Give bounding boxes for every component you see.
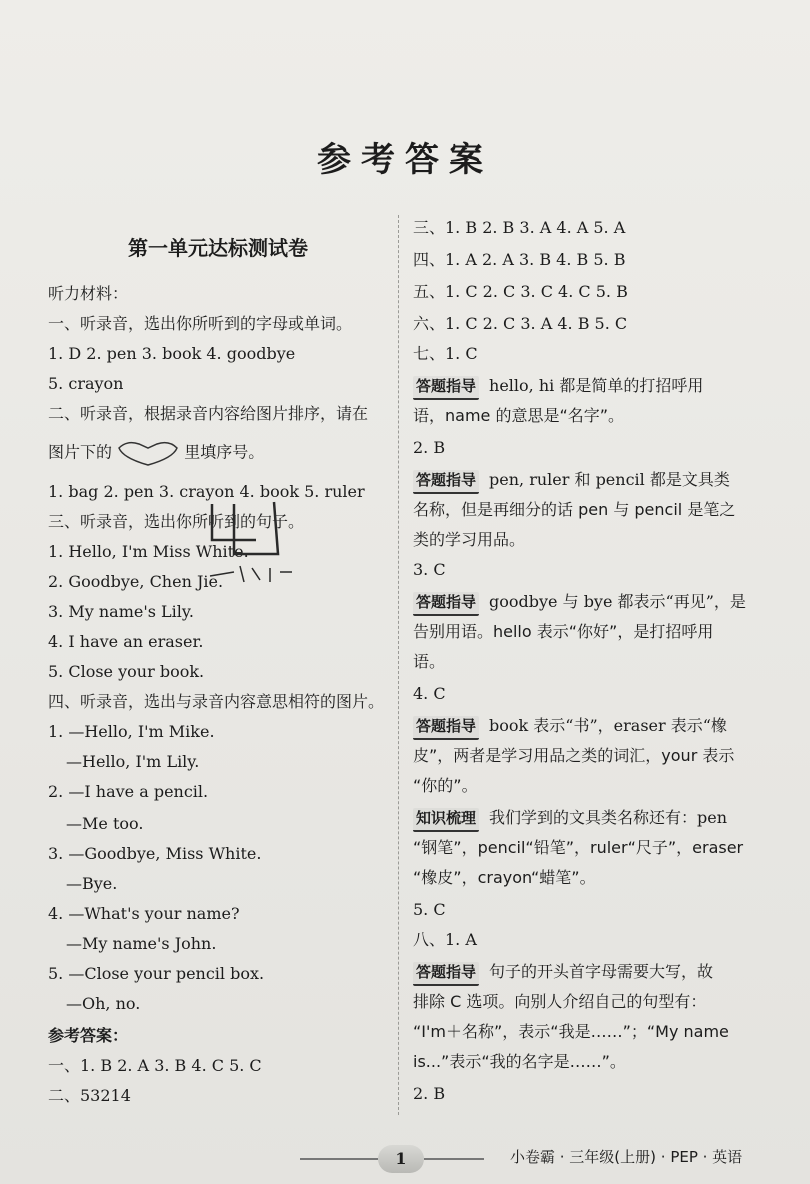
text-line: 八、1. A [413, 930, 477, 949]
text-line: “橡皮”，crayon“蜡笔”。 [413, 868, 596, 887]
text-line: 4. I have an eraser. [48, 632, 204, 651]
text-line: 类的学习用品。 [413, 530, 526, 549]
text-line: —Bye. [66, 874, 118, 893]
guide-block [413, 592, 746, 616]
guide-block [413, 962, 713, 986]
answer-guide-tag: 答题指导 [413, 470, 479, 494]
text-line: —Me too. [66, 814, 144, 833]
text-line: —Hello, I'm Lily. [66, 752, 200, 771]
text-line: 一、1. B 2. A 3. B 4. C 5. C [48, 1056, 262, 1075]
handwritten-mark-icon [200, 494, 310, 586]
text-line: 听力材料： [48, 284, 129, 303]
text-fragment: 我们学到的文具类名称还有：pen [489, 808, 728, 827]
text-line: 告别用语。hello 表示“你好”，是打招呼用 [413, 622, 714, 641]
text-line: “你的”。 [413, 776, 478, 795]
text-line: 4. C [413, 684, 446, 703]
answer-guide-tag: 答题指导 [413, 716, 479, 740]
text-line: 一、听录音，选出你所听到的字母或单词。 [48, 314, 353, 333]
text-line: 5. C [413, 900, 446, 919]
text-fragment: pen, ruler 和 pencil 都是文具类 [489, 470, 730, 489]
text-line: 3. My name's Lily. [48, 602, 194, 621]
text-line: is...”表示“我的名字是……”。 [413, 1052, 626, 1071]
section-title: 第一单元达标测试卷 [128, 236, 308, 260]
text-line: 六、1. C 2. C 3. A 4. B 5. C [413, 314, 628, 333]
text-fragment: goodbye 与 bye 都表示“再见”，是 [489, 592, 746, 611]
footer-rule [300, 1158, 378, 1160]
text-line: 皮”，两者是学习用品之类的词汇，your 表示 [413, 746, 735, 765]
knowledge-block [413, 808, 727, 832]
text-line: 1. —Hello, I'm Mike. [48, 722, 215, 741]
guide-block [413, 716, 727, 740]
answers-heading: 参考答案： [48, 1026, 129, 1045]
text-line: “钢笔”，pencil“铅笔”，ruler“尺子”，eraser [413, 838, 744, 857]
text-line: 5. —Close your pencil box. [48, 964, 265, 983]
text-line: 1. bag 2. pen 3. crayon 4. book 5. ruler [48, 482, 365, 501]
text-line: 5. Close your book. [48, 662, 205, 681]
text-line: 三、1. B 2. B 3. A 4. A 5. A [413, 218, 626, 237]
heart-shape-icon [117, 440, 179, 466]
text-line: 语，name 的意思是“名字”。 [413, 406, 625, 425]
text-line: 2. Goodbye, Chen Jie. [48, 572, 224, 591]
text-line-with-shape [48, 440, 264, 466]
text-line: 1. Hello, I'm Miss White. [48, 542, 249, 561]
text-line: 3. —Goodbye, Miss White. [48, 844, 262, 863]
guide-block [413, 470, 730, 494]
text-line: 七、1. C [413, 344, 478, 363]
text-line: 3. C [413, 560, 446, 579]
text-line: 5. crayon [48, 374, 124, 393]
text-line: “I'm＋名称”，表示“我是……”；“My name [413, 1022, 729, 1041]
book-title: 小卷霸 · 三年级(上册) · PEP · 英语 [510, 1148, 743, 1166]
column-divider [398, 215, 399, 1115]
guide-block [413, 376, 703, 400]
text-line: 四、听录音，选出与录音内容意思相符的图片。 [48, 692, 385, 711]
footer-rule [424, 1158, 484, 1160]
text-line: 二、听录音，根据录音内容给图片排序，请在 [48, 404, 369, 423]
text-fragment: 图片下的 [48, 442, 113, 462]
text-line: 五、1. C 2. C 3. C 4. C 5. B [413, 282, 628, 301]
page-title: 参考答案 [317, 140, 493, 180]
text-line: 2. B [413, 438, 446, 457]
text-line: 4. —What's your name? [48, 904, 240, 923]
answer-guide-tag: 答题指导 [413, 592, 479, 616]
text-line: —Oh, no. [66, 994, 141, 1013]
answer-guide-tag: 答题指导 [413, 376, 479, 400]
text-line: 四、1. A 2. A 3. B 4. B 5. B [413, 250, 626, 269]
text-fragment: 里填序号。 [184, 442, 265, 462]
text-line: 三、听录音，选出你所听到的句子。 [48, 512, 305, 531]
text-line: 语。 [413, 652, 446, 671]
text-line: —My name's John. [66, 934, 217, 953]
text-line: 二、53214 [48, 1086, 131, 1105]
answer-guide-tag: 答题指导 [413, 962, 479, 986]
text-line: 排除 C 选项。向别人介绍自己的句型有： [413, 992, 707, 1011]
text-line: 2. —I have a pencil. [48, 782, 209, 801]
text-fragment: 句子的开头首字母需要大写，故 [489, 962, 714, 981]
page-number: 1 [378, 1145, 424, 1173]
text-line: 1. D 2. pen 3. book 4. goodbye [48, 344, 296, 363]
text-line: 2. B [413, 1084, 446, 1103]
text-fragment: hello, hi 都是简单的打招呼用 [489, 376, 704, 395]
knowledge-summary-tag: 知识梳理 [413, 808, 479, 832]
text-fragment: book 表示“书”，eraser 表示“橡 [489, 716, 727, 735]
text-line: 名称，但是再细分的话 pen 与 pencil 是笔之 [413, 500, 736, 519]
